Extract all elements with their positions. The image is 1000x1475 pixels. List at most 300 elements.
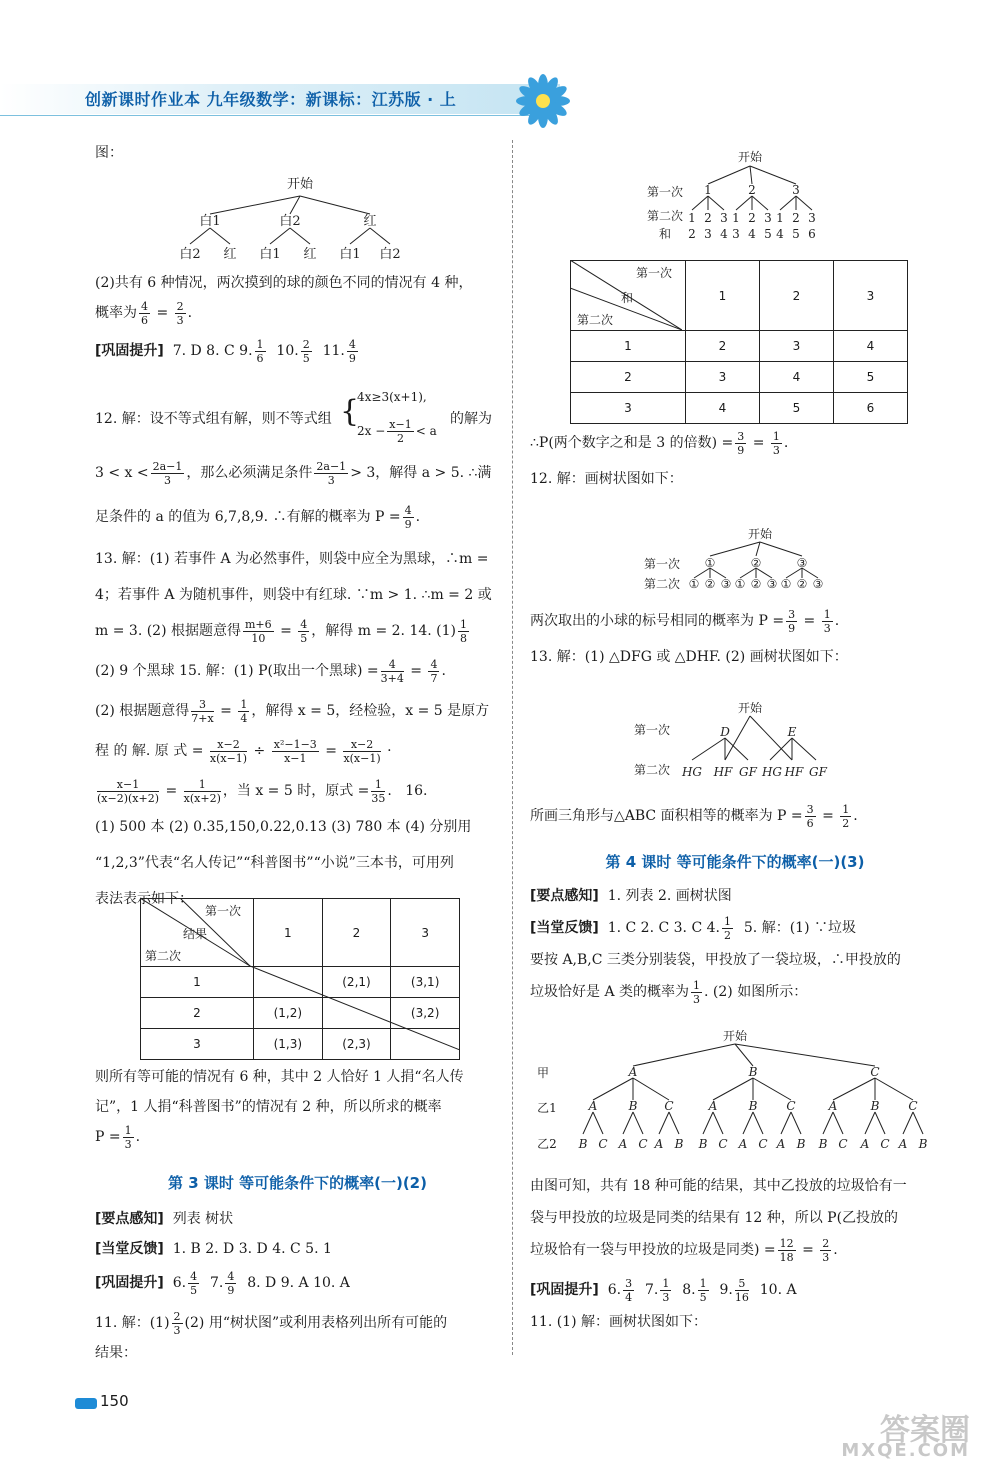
numerator: 1 xyxy=(693,978,701,992)
denominator: 3 xyxy=(772,443,780,457)
numerator: 3 xyxy=(788,607,796,621)
right-block-3 xyxy=(530,798,940,1008)
text: 9. xyxy=(719,1282,733,1298)
table-cell: 3 xyxy=(391,899,460,967)
table-cell: 3 xyxy=(834,261,908,331)
fraction xyxy=(371,778,385,805)
tree-diagram-garbage xyxy=(535,1030,945,1165)
tree2-root: 开始 xyxy=(737,150,763,164)
denominator: x(x−1) xyxy=(209,751,248,765)
tree2-sum: 2 xyxy=(688,227,696,241)
numerator: 2 xyxy=(302,337,310,351)
tree3-leaf: ① xyxy=(734,577,746,590)
denominator: 2 xyxy=(723,928,731,942)
tree4-leaf: HF xyxy=(784,765,804,779)
tree5-label: 甲 xyxy=(536,1066,550,1080)
fraction xyxy=(343,738,380,765)
table-cell: 2 xyxy=(686,331,760,362)
tree5-l3: A xyxy=(898,1137,908,1151)
table-cell xyxy=(322,998,391,1029)
tree3-node: ② xyxy=(750,556,762,570)
text-line: (2)共有 6 种情况，两次摸到的球的颜色不同的情况有 4 种， xyxy=(95,275,473,291)
brace: { xyxy=(340,394,360,429)
denominator: 3 xyxy=(662,1290,670,1304)
denominator: 9 xyxy=(737,443,745,457)
text-line: 11. (1) 解：画树状图如下： xyxy=(530,1314,707,1330)
tree5-l3: C xyxy=(880,1137,890,1151)
label: [当堂反馈] xyxy=(530,920,599,936)
numerator: 4 xyxy=(404,503,412,517)
fraction xyxy=(805,803,816,830)
text-line: 12. 解：画树状图如下： xyxy=(530,471,683,487)
tree2-leaf: 3 xyxy=(720,211,728,225)
text: 垃圾恰好是 A 类的概率为 xyxy=(530,984,690,1000)
text: 两次取出的小球的标号相同的概率为 P = xyxy=(530,613,785,629)
tree4-node: D xyxy=(720,725,730,739)
text-line: 足条件的 a 的值为 6,7,8,9. ∴有解的概率为 P = $\frac{4}{9}$ . xyxy=(95,503,421,531)
tree2-sum: 3 xyxy=(704,227,712,241)
denominator: 5 xyxy=(699,1290,707,1304)
numerator: 4 xyxy=(381,658,404,672)
denominator: (x−2)(x+2) xyxy=(97,791,160,805)
text: 足条件的 a 的值为 6,7,8,9. ∴有解的概率为 P = xyxy=(95,509,401,525)
table-cell: 2 xyxy=(141,998,254,1029)
table-cell: (1,2) xyxy=(254,998,323,1029)
fraction xyxy=(786,608,797,635)
inequality: 4x≥3(x+1), xyxy=(357,390,427,404)
fraction xyxy=(691,979,702,1006)
text: 7. xyxy=(209,1275,224,1291)
result-table-books xyxy=(140,898,460,1060)
tree5-l3: A xyxy=(860,1137,870,1151)
text-line: 袋与甲投放的垃圾是同类的结果有 12 种，所以 P(乙投放的 xyxy=(530,1210,899,1226)
text: 3 < x < xyxy=(95,465,149,481)
denominator: 7+x xyxy=(191,711,214,725)
text: 垃圾恰有一袋与甲投放的垃圾是同类) = xyxy=(530,1242,776,1258)
numerator: x−1 xyxy=(97,778,159,792)
numerator: 2a−1 xyxy=(152,459,183,473)
text: 2x − xyxy=(357,424,386,438)
tree5-l2: A xyxy=(708,1099,718,1113)
right-block-2 xyxy=(530,603,930,675)
label: [巩固提升] xyxy=(530,1282,599,1298)
text: 7. D 8. C 9. xyxy=(172,343,253,359)
section-title-3: 第 3 课时 等可能条件下的概率(一)(2) xyxy=(168,1174,427,1192)
tree3-root: 开始 xyxy=(747,528,773,541)
fraction xyxy=(172,1310,183,1337)
text-line xyxy=(95,336,500,366)
numerator: 4 xyxy=(300,617,308,631)
tree5-l3: A xyxy=(618,1137,628,1151)
text-line: 要按 A,B,C 三类分别装袋，甲投放了一袋垃圾，∴甲投放的 xyxy=(530,952,901,968)
denominator: 10 xyxy=(251,631,266,645)
tree2-leaf: 1 xyxy=(776,211,784,225)
fraction xyxy=(191,698,213,725)
right-block-4 xyxy=(530,1170,940,1338)
numerator: 4 xyxy=(348,337,356,351)
tree5-l2: C xyxy=(786,1099,796,1113)
numerator: x²−1−3 xyxy=(273,737,317,751)
text: (2) 9 个黑球 15. 解：(1) P(取出一个黑球) = xyxy=(95,663,379,679)
text-line: 表法表示如下： xyxy=(95,891,193,907)
table-cell: 2 xyxy=(760,261,834,331)
header-label: 第二次 xyxy=(145,949,182,963)
header-label: 第一次 xyxy=(636,266,673,280)
text-line: (2) 9 个黑球 15. 解：(1) P(取出一个黑球) = $\frac{4}{3+4}$ = $\frac{4}{7}$ . xyxy=(95,657,446,685)
fraction xyxy=(298,618,309,645)
tree5-l2: C xyxy=(908,1099,918,1113)
watermark-brand: 答案圈 xyxy=(880,1413,970,1448)
text: ，那么必须满足条件 xyxy=(186,465,313,481)
tree4-leaf: HF xyxy=(713,765,733,779)
numerator: 1 xyxy=(823,607,831,621)
text-line: 由图可知，共有 18 种可能的结果，其中乙投放的垃圾恰有一 xyxy=(530,1178,907,1194)
numerator: 1 xyxy=(124,1123,132,1137)
table-cell: 1 xyxy=(141,967,254,998)
right-block-1 xyxy=(530,425,930,497)
table-cell: 2 xyxy=(322,899,391,967)
text: P = xyxy=(95,1129,121,1145)
header-label: 和 xyxy=(621,291,634,305)
tree2-label: 第二次 xyxy=(646,209,684,223)
denominator: 3 xyxy=(124,1137,132,1151)
text: 10. A xyxy=(759,1282,797,1298)
numerator: 1 xyxy=(371,778,385,792)
tree3-leaf: ③ xyxy=(812,577,824,590)
text: 8. xyxy=(682,1282,696,1298)
tree2-sum: 5 xyxy=(764,227,772,241)
text: (2) 用“树状图”或利用表格列出所有可能的 xyxy=(184,1315,448,1331)
denominator: 7 xyxy=(430,671,438,685)
section-title-4: 第 4 课时 等可能条件下的概率(一)(3) xyxy=(605,853,865,871)
left-block-2 xyxy=(95,455,500,917)
denominator: 6 xyxy=(256,351,264,365)
tree3-leaf: ③ xyxy=(720,577,732,590)
tree2-leaf: 1 xyxy=(732,211,740,225)
tree1-node: 白2 xyxy=(279,214,301,229)
numerator: 4 xyxy=(227,1269,235,1283)
tree5-label: 乙2 xyxy=(537,1137,557,1151)
tree5-node: C xyxy=(870,1065,880,1079)
text: ，解得 m = 2. 14. (1) xyxy=(311,623,457,639)
tree2-leaf: 3 xyxy=(764,211,772,225)
fraction xyxy=(458,618,469,645)
text-line: ∴P(两个数字之和是 3 的倍数) = $\frac{3}{9}$ = $\frac{1}{3}$ . xyxy=(530,429,789,457)
tree4-label: 第一次 xyxy=(633,723,671,737)
tree1-leaf: 白2 xyxy=(379,247,401,262)
tree3-leaf: ① xyxy=(688,577,700,590)
tree-diagram-balls-numbered xyxy=(640,528,840,590)
tree2-node: 2 xyxy=(748,183,756,197)
tree4-leaf: HG xyxy=(681,765,703,779)
text: 10. xyxy=(276,343,299,359)
flower-icon xyxy=(515,73,571,129)
denominator: 8 xyxy=(460,631,468,645)
text: 6. xyxy=(172,1275,187,1291)
denominator: 16 xyxy=(734,1290,749,1304)
tree5-label: 乙1 xyxy=(537,1101,557,1115)
tree4-leaf: HG xyxy=(761,765,783,779)
text-line: (2) 根据题意得 $\frac{3}{7+x}$ = $\frac{1}{4}$ ，解得 x = 5，经检验，x = 5 是原方 xyxy=(95,697,490,725)
tree3-leaf: ③ xyxy=(766,577,778,590)
fraction xyxy=(822,608,833,635)
text: 概率为 xyxy=(95,305,137,321)
fraction xyxy=(184,778,221,805)
tree4-label: 第二次 xyxy=(633,763,671,777)
tree1-leaf: 红 xyxy=(223,247,237,262)
text-line: $\frac{x-1}{(x-2)(x+2)}$ = $\frac{1}{x(x+2)}$ ，当 x = 5 时，原式 = $\frac{1}{35}$ . 16. xyxy=(97,777,428,805)
denominator: 3 xyxy=(822,1250,830,1264)
denominator: 4 xyxy=(625,1290,633,1304)
table-cell: (3,2) xyxy=(391,998,460,1029)
text: > 3，解得 a > 5. ∴满 xyxy=(350,465,492,481)
text-line: m = 3. (2) 根据题意得 $\frac{m+6}{10}$ = $\frac{4}{5}$ ，解得 m = 2. 14. (1) $\frac{1}{8}$ xyxy=(95,617,468,645)
text: 8. D 9. A 10. A xyxy=(247,1275,350,1291)
tree5-root: 开始 xyxy=(722,1030,748,1043)
tree1-leaf: 白1 xyxy=(259,247,281,262)
page-number-tab xyxy=(75,1398,97,1409)
denominator: 2 xyxy=(842,816,850,830)
text: 11. xyxy=(322,343,345,359)
text-line: 所画三角形与△ABC 面积相等的概率为 P = $\frac{3}{6}$ = $\frac{1}{2}$ . xyxy=(530,802,858,830)
numerator: x−2 xyxy=(343,738,380,752)
tree4-leaf: GF xyxy=(809,765,827,779)
text-line: 垃圾恰有一袋与甲投放的垃圾是同类) = $\frac{12}{18}$ = $\frac{2}{3}$ . xyxy=(530,1236,838,1264)
tree1-leaf: 红 xyxy=(303,247,317,262)
sum-table xyxy=(570,260,908,424)
tree5-node: B xyxy=(748,1065,758,1079)
tree5-l2: B xyxy=(870,1099,880,1113)
tree5-l3: C xyxy=(638,1137,648,1151)
tree3-label: 第二次 xyxy=(643,577,681,590)
numerator: 1 xyxy=(772,429,780,443)
table-row xyxy=(571,362,908,393)
fraction xyxy=(139,300,150,327)
text-line: 结果： xyxy=(95,1345,137,1361)
numerator: 4 xyxy=(141,299,148,313)
table-row xyxy=(571,393,908,424)
table-row xyxy=(141,1029,460,1060)
fraction xyxy=(301,338,312,365)
fraction xyxy=(314,460,348,487)
text-line: 程 的 解. 原 式 = $\frac{x-2}{x(x-1)}$ ÷ $\frac{\text{x²−1−3}}{x-1}$ = $\frac{x-2}{x(x-1)}$ · xyxy=(95,737,392,765)
left-block-1 xyxy=(95,268,500,366)
tree5-l3: A xyxy=(738,1137,748,1151)
label: [要点感知] xyxy=(530,888,599,904)
numerator: 1 xyxy=(842,802,850,816)
fraction xyxy=(387,418,413,445)
table-cell: 6 xyxy=(834,393,908,424)
text-line: 则所有等可能的情况有 6 种，其中 2 人恰好 1 人捐“名人传 xyxy=(95,1069,464,1085)
tree3-node: ③ xyxy=(796,556,808,570)
text: 1. 列表 2. 画树状图 xyxy=(607,888,732,904)
header-cell xyxy=(571,261,686,331)
tree4-root: 开始 xyxy=(737,702,763,715)
tree5-l2: B xyxy=(748,1099,758,1113)
table-cell: 4 xyxy=(686,393,760,424)
fraction xyxy=(151,460,185,487)
fraction xyxy=(210,738,247,765)
fraction xyxy=(403,504,414,531)
denominator: 35 xyxy=(371,791,386,805)
page-number: 150 xyxy=(100,1392,129,1410)
fraction xyxy=(623,1277,634,1304)
watermark-site: MXQE.COM xyxy=(841,1440,970,1461)
tree-diagram-triangles xyxy=(630,702,880,812)
text: 16. xyxy=(405,783,428,799)
fraction xyxy=(771,430,782,457)
fraction xyxy=(272,738,319,765)
text: (2) 根据题意得 xyxy=(95,703,190,719)
header-underline xyxy=(0,115,540,116)
tree5-l2: A xyxy=(828,1099,838,1113)
fraction xyxy=(735,1277,749,1304)
header-label: 第二次 xyxy=(577,313,614,327)
numerator: 1 xyxy=(184,778,221,792)
numerator: 3 xyxy=(191,698,213,712)
numerator: 2 xyxy=(822,1236,830,1250)
tree5-l3: C xyxy=(758,1137,768,1151)
denominator: 3 xyxy=(173,1323,181,1337)
numerator: 3 xyxy=(737,429,745,443)
numerator: 2 xyxy=(176,299,184,313)
tree5-l3: C xyxy=(718,1137,728,1151)
header-label: 第一次 xyxy=(205,904,242,918)
numerator: 3 xyxy=(625,1276,633,1290)
denominator: 3+4 xyxy=(380,671,404,685)
tree3-leaf: ② xyxy=(750,577,762,590)
text-line: 13. 解：(1) △DFG 或 △DHF. (2) 画树状图如下： xyxy=(530,649,848,665)
tree5-l3: B xyxy=(698,1137,708,1151)
numerator: 1 xyxy=(699,1276,707,1290)
tree5-l3: B xyxy=(578,1137,588,1151)
text: 11. 解：(1) xyxy=(95,1315,170,1331)
denominator: x(x−1) xyxy=(343,751,381,765)
denominator: 6 xyxy=(806,816,814,830)
text: 5. 解：(1) ∵垃圾 xyxy=(743,920,856,936)
tree2-sum: 4 xyxy=(776,227,784,241)
denominator: 9 xyxy=(227,1283,235,1297)
denominator: 5 xyxy=(302,351,310,365)
tree2-sum: 3 xyxy=(732,227,740,241)
text: 7. xyxy=(644,1282,659,1298)
tree2-leaf: 2 xyxy=(748,211,756,225)
tree3-leaf: ② xyxy=(796,577,808,590)
text-line xyxy=(530,976,940,1008)
text: 6. xyxy=(607,1282,622,1298)
tree4-leaf: GF xyxy=(739,765,757,779)
fraction xyxy=(175,300,186,327)
numerator: 1 xyxy=(240,697,248,711)
numerator: m+6 xyxy=(245,617,272,631)
tree5-l3: A xyxy=(654,1137,664,1151)
table-cell: (2,3) xyxy=(322,1029,391,1060)
label: [巩固提升] xyxy=(95,1275,164,1291)
table-cell: (2,1) xyxy=(322,967,391,998)
numerator: 1 xyxy=(723,914,731,928)
tree5-l3: B xyxy=(818,1137,828,1151)
denominator: x(x+2) xyxy=(183,791,221,805)
text-line: 记”，1 人捐“科普图书”的情况有 2 种，所以所求的概率 xyxy=(95,1099,442,1115)
table-cell: 1 xyxy=(571,331,686,362)
fraction xyxy=(820,1237,831,1264)
text: m = 3. (2) 根据题意得 xyxy=(95,623,241,639)
tree2-label: 和 xyxy=(658,227,672,241)
text: 所画三角形与△ABC 面积相等的概率为 P = xyxy=(530,808,803,824)
text-line xyxy=(530,1274,940,1306)
numerator: 4 xyxy=(430,657,438,671)
numerator: 5 xyxy=(735,1277,749,1291)
table-row xyxy=(571,331,908,362)
tree1-leaf: 白1 xyxy=(339,247,361,262)
denominator: x−1 xyxy=(284,751,307,765)
tree1-node: 红 xyxy=(363,214,377,229)
table2 xyxy=(570,260,908,424)
text-line: (1) 500 本 (2) 0.35,150,0.22,0.13 (3) 780 本 (4) 分别用 xyxy=(95,819,472,835)
text: 1. C 2. C 3. C 4. xyxy=(607,920,720,936)
denominator: 18 xyxy=(779,1250,794,1264)
numerator: x−2 xyxy=(210,738,247,752)
text: . (2) 如图所示： xyxy=(704,984,808,1000)
table-cell: 4 xyxy=(760,362,834,393)
left-intro: 图： xyxy=(95,145,123,161)
denominator: 3 xyxy=(164,473,172,487)
numerator: 2 xyxy=(173,1309,181,1323)
fraction xyxy=(722,915,733,942)
header-label: 结果 xyxy=(183,927,208,941)
denominator: 2 xyxy=(396,432,404,445)
tree2-sum: 4 xyxy=(720,227,728,241)
numerator: 2a−1 xyxy=(316,459,347,473)
tree2-leaf: 2 xyxy=(792,211,800,225)
label: [要点感知] xyxy=(95,1211,164,1227)
text-line: 两次取出的小球的标号相同的概率为 P = $\frac{3}{9}$ = $\frac{1}{3}$ . xyxy=(530,607,840,635)
denominator: 6 xyxy=(141,313,148,327)
tree1-node: 白1 xyxy=(199,214,221,229)
table-cell: 3 xyxy=(686,362,760,393)
denominator: 3 xyxy=(693,992,701,1006)
table-cell: 4 xyxy=(834,331,908,362)
column-divider xyxy=(512,140,513,1355)
text: 程 的 解. 原 式 = xyxy=(95,743,204,759)
denominator: 3 xyxy=(176,313,184,327)
tree1-leaf: 白2 xyxy=(179,247,201,262)
tree3-label: 第一次 xyxy=(643,557,681,571)
numerator: 1 xyxy=(460,617,468,631)
text: ，解得 x = 5，经检验，x = 5 是原方 xyxy=(251,703,490,719)
table-cell xyxy=(391,1029,460,1060)
tree5-l3: B xyxy=(674,1137,684,1151)
table-cell: 1 xyxy=(686,261,760,331)
tree2-node: 3 xyxy=(792,183,800,197)
label: [巩固提升] xyxy=(95,343,164,359)
tree2-sum: 6 xyxy=(808,227,816,241)
left-block-3 xyxy=(95,1062,500,1368)
text-line xyxy=(530,912,940,944)
tree5-l2: A xyxy=(588,1099,598,1113)
tree5-l2: B xyxy=(628,1099,638,1113)
numerator: 1 xyxy=(662,1276,670,1290)
table-row xyxy=(141,998,460,1029)
text: ，当 x = 5 时，原式 = xyxy=(222,783,370,799)
tree1-root: 开始 xyxy=(286,177,314,192)
tree5-l3: B xyxy=(918,1137,928,1151)
fraction xyxy=(255,338,266,365)
denominator: 9 xyxy=(788,621,796,635)
text-line: 13. 解：(1) 若事件 A 为必然事件，则袋中应全为黑球，∴m = xyxy=(95,551,489,567)
tree2-sum: 5 xyxy=(792,227,800,241)
tree5-l3: B xyxy=(796,1137,806,1151)
